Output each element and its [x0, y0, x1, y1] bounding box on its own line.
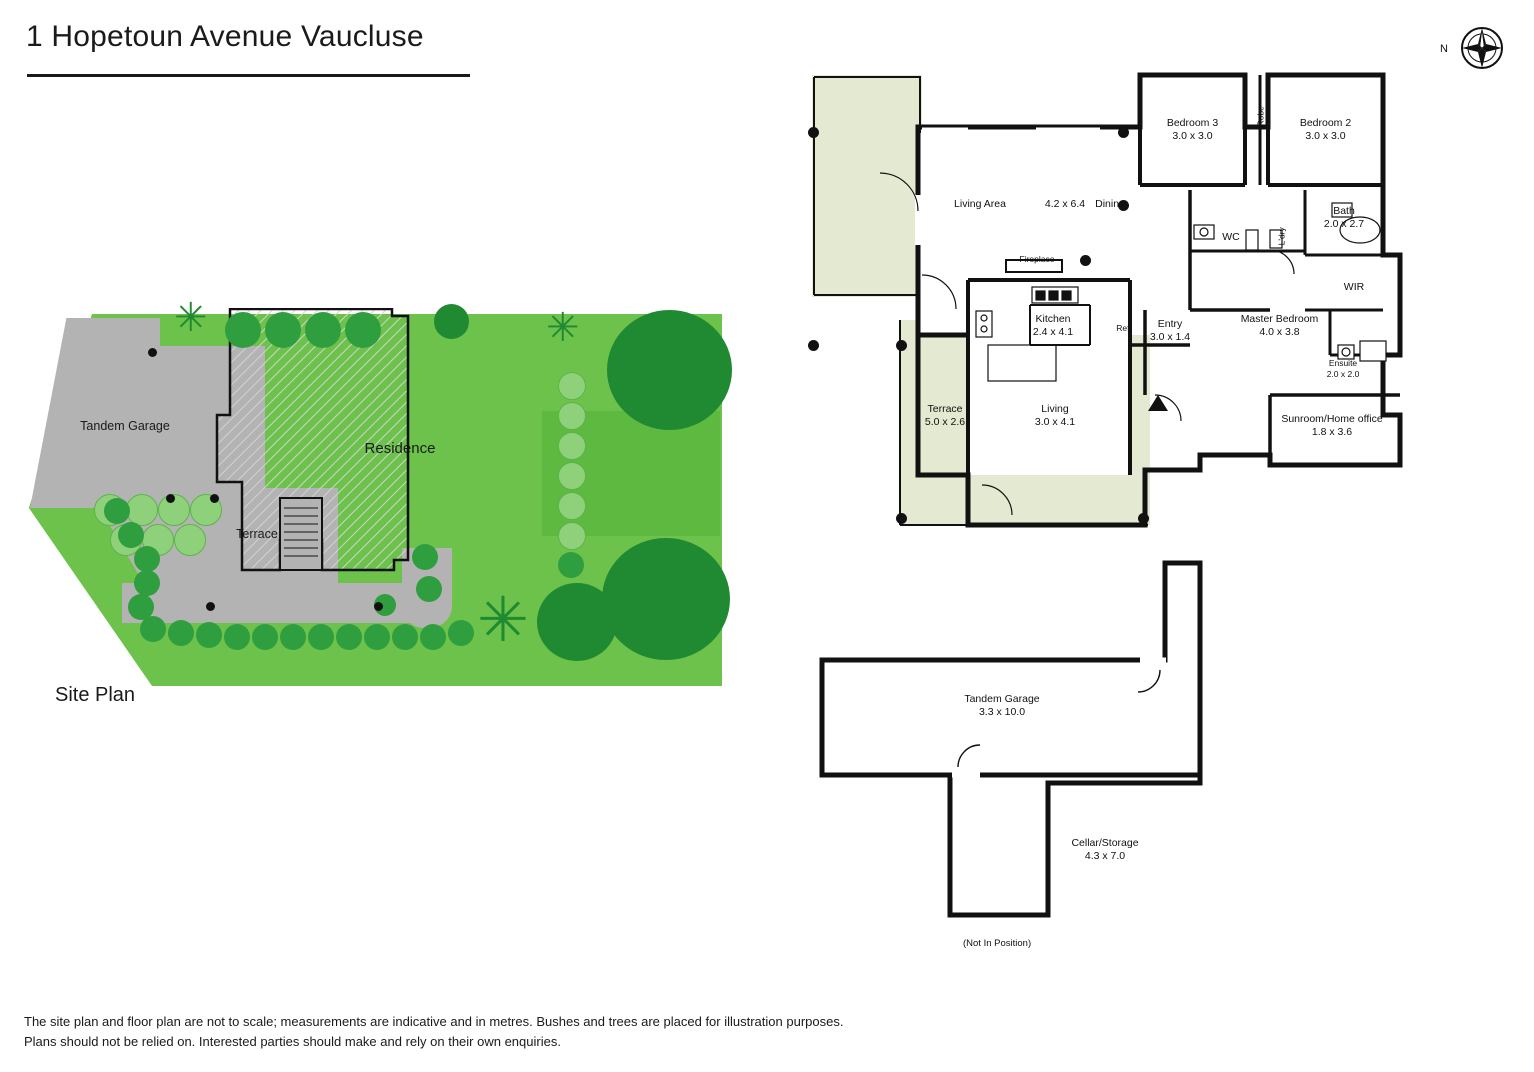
lower-plan-walls — [800, 555, 1220, 955]
floor-plan-upper — [800, 55, 1420, 545]
palm-tree: ✳ — [546, 306, 580, 350]
label-cellar-storage: Cellar/Storage 4.3 x 7.0 — [1071, 837, 1139, 863]
boundary-node — [148, 348, 157, 357]
label-bath: Bath 2.0 x 2.7 — [1323, 205, 1365, 231]
site-label-residence: Residence — [364, 440, 436, 457]
disclaimer-line-1: The site plan and floor plan are not to scale; measurements are indicative and in metres. Bushes and trees are placed for illustration purposes. — [24, 1014, 844, 1029]
label-laundry: L'dry — [1276, 227, 1287, 246]
page-title: 1 Hopetoun Avenue Vaucluse — [26, 20, 424, 53]
bush — [252, 624, 278, 650]
bush — [265, 312, 301, 348]
label-bedroom2: Bedroom 2 3.0 x 3.0 — [1299, 117, 1352, 143]
boundary-node — [210, 494, 219, 503]
bush — [140, 616, 166, 642]
boundary-node — [206, 602, 215, 611]
label-living-area: Living Area — [954, 198, 1006, 210]
site-residence-outline — [172, 308, 592, 628]
site-plan — [22, 296, 722, 686]
bush — [448, 620, 474, 646]
lower-plan-note: (Not In Position) — [963, 938, 1032, 949]
palm-tree: ✳ — [477, 586, 529, 655]
title-underline — [27, 74, 470, 77]
label-fireplace: Fireplace — [1019, 254, 1055, 264]
bush — [416, 576, 442, 602]
label-wir: WIR — [1343, 281, 1365, 293]
shrub — [558, 462, 586, 490]
label-tandem-garage: Tandem Garage 3.3 x 10.0 — [964, 693, 1040, 719]
bush — [280, 624, 306, 650]
compass-rose — [1440, 18, 1510, 88]
disclaimer-line-2: Plans should not be relied on. Interested parties should make and rely on their own enquiries. — [24, 1034, 561, 1050]
boundary-node — [896, 513, 907, 524]
bush — [168, 620, 194, 646]
bush — [308, 624, 334, 650]
boundary-node — [1118, 127, 1129, 138]
site-label-terrace: Terrace — [236, 527, 278, 541]
label-terrace: Terrace 5.0 x 2.6 — [924, 403, 966, 429]
label-sunroom: Sunroom/Home office 1.8 x 3.6 — [1281, 413, 1383, 439]
compass-north-label: N — [1440, 43, 1448, 55]
boundary-node — [896, 340, 907, 351]
palm-tree: ✳ — [174, 296, 208, 340]
boundary-node — [1138, 513, 1149, 524]
tree — [607, 310, 732, 430]
label-robe: Robe — [1255, 106, 1266, 127]
bush — [225, 312, 261, 348]
label-master-bedroom: Master Bedroom 4.0 x 3.8 — [1240, 313, 1319, 339]
shrub — [174, 524, 206, 556]
label-dining: Dining — [1095, 198, 1125, 210]
label-living-area-dims: 4.2 x 6.4 — [1044, 198, 1086, 210]
shrub — [558, 372, 586, 400]
bush — [196, 622, 222, 648]
bush — [336, 624, 362, 650]
boundary-node — [808, 127, 819, 138]
label-wc: WC — [1222, 231, 1240, 243]
bush — [134, 546, 160, 572]
shrub — [558, 492, 586, 520]
label-ref: Ref. — [1116, 323, 1132, 333]
bush — [118, 522, 144, 548]
tree — [434, 304, 469, 339]
bush — [305, 312, 341, 348]
label-ensuite: Ensuite 2.0 x 2.0 — [1326, 358, 1360, 379]
label-kitchen: Kitchen 2.4 x 4.1 — [1032, 313, 1074, 339]
disclaimer — [24, 1012, 1124, 1052]
label-entry: Entry 3.0 x 1.4 — [1149, 318, 1191, 344]
bush — [224, 624, 250, 650]
bush — [558, 552, 584, 578]
bush — [364, 624, 390, 650]
shrub — [558, 402, 586, 430]
bush — [104, 498, 130, 524]
site-plan-caption: Site Plan — [55, 684, 136, 706]
shrub — [558, 432, 586, 460]
tree — [602, 538, 730, 660]
shrub — [558, 522, 586, 550]
bush — [412, 544, 438, 570]
bush — [345, 312, 381, 348]
label-living: Living 3.0 x 4.1 — [1034, 403, 1076, 429]
boundary-node — [808, 340, 819, 351]
boundary-node — [374, 602, 383, 611]
tree — [537, 583, 617, 661]
label-bedroom3: Bedroom 3 3.0 x 3.0 — [1166, 117, 1219, 143]
boundary-node — [166, 494, 175, 503]
bush — [420, 624, 446, 650]
bush — [134, 570, 160, 596]
site-label-tandem-garage: Tandem Garage — [80, 419, 170, 433]
floor-plan-lower — [800, 555, 1220, 955]
bush — [392, 624, 418, 650]
